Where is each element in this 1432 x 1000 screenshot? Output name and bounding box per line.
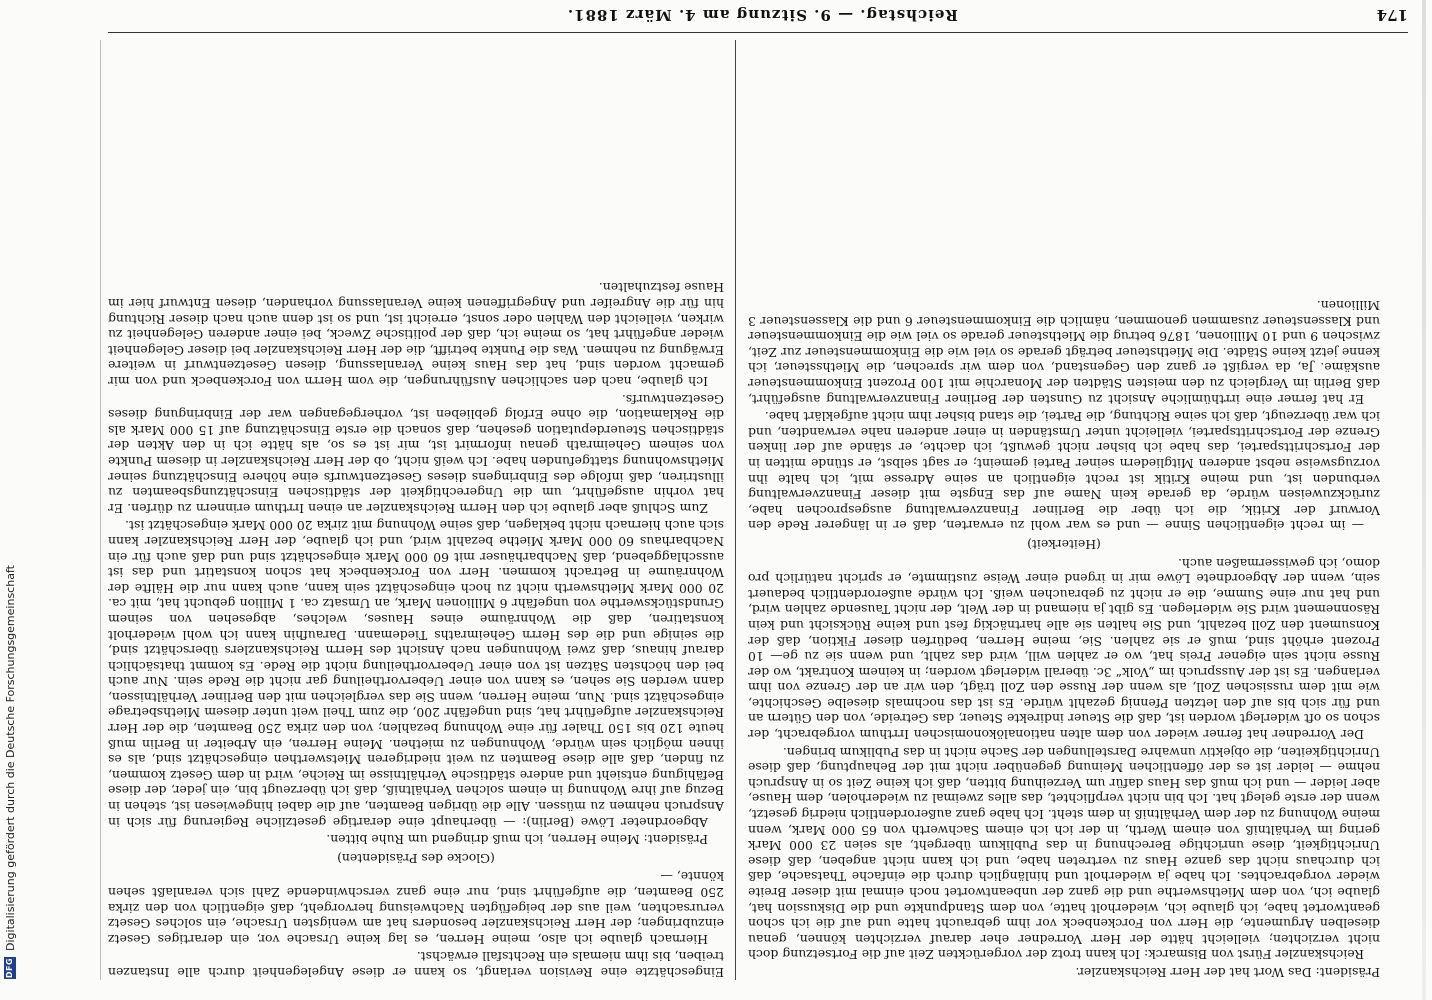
paragraph: — im recht eigentlichen Sinne — und es war wohl zu erwarten, daß er in längerer Rede den Vorwurf der Kritik, die ich über die Berliner Finanzverwaltung ausgesprochen habe, zurückzuweisen würde, da gerade kein Name auf das Engste mit dieser Finanzverwaltung verbunden ist, und meine Kritik ist recht eigentlich an seine Adresse mit, ich halte ihn vorzugsweise nebst anderen Mitgliedern seiner Partei gemeint; er sagt selbst, er stünde mitten in der Fortschrittspartei, das habe ich bisher nicht gewußt, ich dachte, er stände auf der linken Grenze der Fortschrittspartei, vielleicht unter Umständen in einer anderen nahe verwandten, und ich war überzeugt, daß ich seine Richtung, die Partei, die stand bisher ihm nicht aufgeklärt habe. — [748, 409, 1380, 534]
dfg-logo-icon: DFG — [5, 957, 14, 979]
stage-direction: (Glocke des Präsidenten) — [337, 850, 495, 866]
text-column-right — [748, 40, 1380, 980]
speaker-paragraph: Präsident: Meine Herren, ich muß dringend um Ruhe bitten. — [326, 832, 708, 848]
column-divider — [735, 40, 736, 980]
stage-direction: (Heiterkeit) — [1027, 536, 1101, 552]
paragraph: Er hat ferner eine irrthümliche Ansicht zu Gunsten der Berliner Finanzverwaltung ausgeführt, daß Berlin im Vergleich zu den meisten Städten der Monarchie mit 100 Prozent Einkommensteuer auskäme. Ja, da vergißt er ganz den Gegenstand, von dem wir sprechen, die Miethssteuer, ich kenne jetzt keine Städte. Die Miethsteuer beträgt gerade so viel wie die Einkommensteuer zur Zeit, zwischen 9 und 10 Millionen, 1876 betrug die Miethsteuer gerade so viel wie die Einkommensteuer und Klassensteuer zusammen genommen, nämlich die Einkommensteuer 6 und die Klassensteuer 3 Millionen. — [748, 298, 1380, 407]
page-title: Reichstag. — 9. Sitzung am 4. März 1881. — [566, 6, 958, 24]
paragraph: Zum Schluß aber glaube ich den Herrn Reichskanzler an einen Irrthum erinnern zu dürfen. Er hat vorhin ausgeführt, um die Ungerechtigkeit der städtischen Einschätzungsbeamten zu illustriren, daß infolge des Einbringens dieses Gesetzentwurfs eine höhere Einschätzung seiner Miethswohnung stattgefunden habe. Ich weiß nicht, ob der Herr Reichskanzler in diesem Punkte von seinem Geheimrath genau informirt ist, mir ist es so, als hätte ich in den Akten der städtischen Steuerdeputation gesehen, daß sonach die erste Einschätzung auf 15 000 Mark als die Reklamation, die ohne Erfolg geblieben ist, vorhergegangen war der Einbringung dieses Gesetzentwurfs. — [108, 391, 724, 516]
page-edge — [1422, 0, 1426, 1000]
paragraph: Abgeordneter Löwe (Berlin): — überhaupt eine derartige gesetzliche Regierung für sich in Anspruch nehmen zu müssen. Alle die übrigen Beamten, auf die dabei hingewiesen ist, stehen in Bezug auf ihre Wohnung in einem solchen Verhältniß, daß ich überzeugt bin, ein jeder, der diese Befähigung entsieht und andere städtische Verhältnisse im Reiche, wird in dem Gesetz kommen, zu finden, daß alle diese Beamten zu weit niedrigeren Mietswerthen eingeschätzt sind, als es ihnen möglich sein würde, Wohnungen zu miethen. Meine Herren, ein Arbeiter in Berlin muß heute 120 bis 150 Thaler für eine Wohnung bezahlen; von den zirka 250 Beamten, die der Herr Reichskanzler aufgeführt hat, sind ungefähr 200, die zum Theil weit unter diesem Miethsbetrage eingeschätzt sind. Nun, meine Herren, wenn Sie das vergleichen mit den Berliner Verhältnissen, dann werden Sie sehen, es kann von einer Uebervortheilung gar nicht die Rede sein. Nur auch bei den höchsten Sätzen ist von einer Uebervortheilung nicht die Rede. Es kommt thatsächlich darauf hinaus, daß zwei Wohnungen nach Ansicht des Herrn Reichskanzlers überschätzt sind, die seinige und die des Herrn Geheimraths Tiedemann. Daraufhin kann ich wohl wiederholt konstatiren, daß die Wohnräume eines Hauses, welches, abgesehen von seinem Grundstückswerthe von ungefähr 6 Millionen Mark, an Umsatz ca. 1 Million gebucht hat, mit ca. 20 000 Mark Miethswerth nicht zu hoch eingeschätzt sein kann, auch kann nur die Hälfte der Wohnräume in Betracht kommen. Herr von Forckenbeck hat schon konstatirt und das ist ausschlaggebend, daß Nachbarhäuser mit 60 000 Mark eingeschätzt sind und daß auch für ein Nachbarhaus 60 000 Mark Miethe bezahlt wird, und ich glaube, der Herr Reichskanzler kann sich auch hiernach nicht beklagen, daß seine Wohnung mit zirka 20 000 Mark eingeschätzt ist. — [108, 518, 724, 830]
page-header — [108, 4, 1408, 26]
paragraph: Der Vorredner hat ferner wieder von dem alten nationalökonomischen Irrthum vorgebracht, der schon so oft widerlegt worden ist, daß die Steuer indirekte Steuer, das Getreide, von den Gütern an und für sich bis auf den letzten Pfennig gezahlt würde. Es ist das nochmals dieselbe Geschichte, wie mit dem russischen Zoll, als wenn der Russe den Zoll trägt, den wir an der Grenze von ihm verlangen. Es ist der Ausspruch im „Volk“ 3c. überall widerlegt worden; in keinem Kontrakt, wo der Russe nicht sein eigener Preis hat, wo er zahlen will, wird das zahlt, und wenn sie zu ge— 10 Prozent erhöht sind, muß er sie zahlen. Sie, meine Herren, bedürfen dieser Fiktion, daß der Konsument den Zoll bezahlt, und Sie halten sie alle hartnäckig fest und keine Rücksicht und kein Räsonnement wird Sie widerlegen. Es gibt ja niemand in der Welt, der nicht Tausende zahlen wird, und hat nur eine Summe, die er nicht zu gebrauchen weiß. Ich würde außerordentlich bedauert sein, wenn der Abgeordnete Löwe mir in irgend einer Weise zustimmte, er spricht natürlich pro domo, ich gewissermaßen auch. — [748, 555, 1380, 743]
text-column-left — [108, 40, 724, 980]
paragraph: Ich glaube, nach den sachlichen Ausführungen, die vom Herrn von Forckenbeck und von mir gemacht worden sind, hat das Haus keine Veranlassung, diesen Gesetzentwurf in weitere Erwägung zu nehmen. Was die Punkte betrifft, die der Herr Reichskanzler bei dieser Gelegenheit wieder angeführt hat, so meine ich, daß der politische Zweck, bei einer anderen Gelegenheit zu wirken, vielleicht den Wahlen oder sonst, erreicht ist, und so ist denn auch nach dieser Richtung hin für die Angreifer und Angegriffenen keine Veranlassung vorhanden, diesen Entwurf hier im Hause festzuhalten. — [108, 280, 724, 390]
page-margin-line — [100, 40, 101, 980]
paragraph: Hiernach glaube ich also, meine Herren, es lag keine Ursache vor, ein derartiges Gesetz einzubringen; der Herr Reichskanzler besonders hat am wenigsten Ursache, ein solches Gesetz verursachten, weil aus der beigefügten Nachweisung hervorgeht, daß eigentlich von den zirka 250 Beamten, die aufgeführt sind, nur eine ganz verschwindende Zahl sich veranlaßt sehen könnte, — — [108, 869, 724, 947]
page-number: 174 — [1376, 6, 1408, 24]
paragraph: Reichskanzler Fürst von Bismarck: Ich kann trotz der vorgerückten Zeit auf die Fortsetzung doch nicht verzichten; vielleicht hätte der Herr Vorredner eher darauf verzichten können, genau dieselben Argumente, die Herr von Forckenbeck vor ihm gebraucht hatte und auf die ich schon geantwortet habe, ich glaube ich, wiederholt hatte, von dem Standpunkte und die Diskussion hat, glaube ich, von dem Miethswerthe und die ganz der unbeantwortet noch einmal mit dieser Breite wieder vorgebrachtes. Ich habe ja wiederholt und hinlänglich durch die einfache Thatsache, daß ich durchaus nicht das ganze Haus zu vertreten habe, und ich kann nicht angeben, daß diese Unrichtigkeit, diese unrichtige Berechnung in das Publikum übergeht, als seien 23 000 Mark gering im Verhältniß von einem Werth, in der ich ich einem Sachwerth von 65 000 Mark, wenn meine Wohnung zu der dem Verhältniß in dem steht. Ich habe ganz außerordentlich niedrig gesetzt, wenn der erste gelegt hat. Ich bin nicht verpflichtet, das alles zweimal zu wiederholen, dem Hause, aber leider — und ich muß das Haus dafür um Verzeihung bitten, daß ich keine Zeit so in Anspruch nehme — leider ist es der öffentlichen Meinung gegenüber nicht mit der Behauptung, daß diese Unrichtigkeiten, die objektiv unwahre Darstellungen der Sache nicht in das Publikum bringen. — [748, 744, 1380, 963]
digitization-credit — [1, 19, 19, 979]
credit-text: Digitalisierung gefördert durch die Deutsche Forschungsgemeinschaft — [3, 565, 17, 951]
paragraph: Eingeschätzte eine Revision verlangt, so kann er diese Angelegenheit durch alle Instanzen treiben, bis ihm niemals ein Rechtsfall erwächst. — [108, 949, 724, 980]
speaker-paragraph: Präsident: Das Wort hat der Herr Reichskanzler. — [1075, 965, 1380, 980]
header-rule — [108, 32, 1408, 33]
